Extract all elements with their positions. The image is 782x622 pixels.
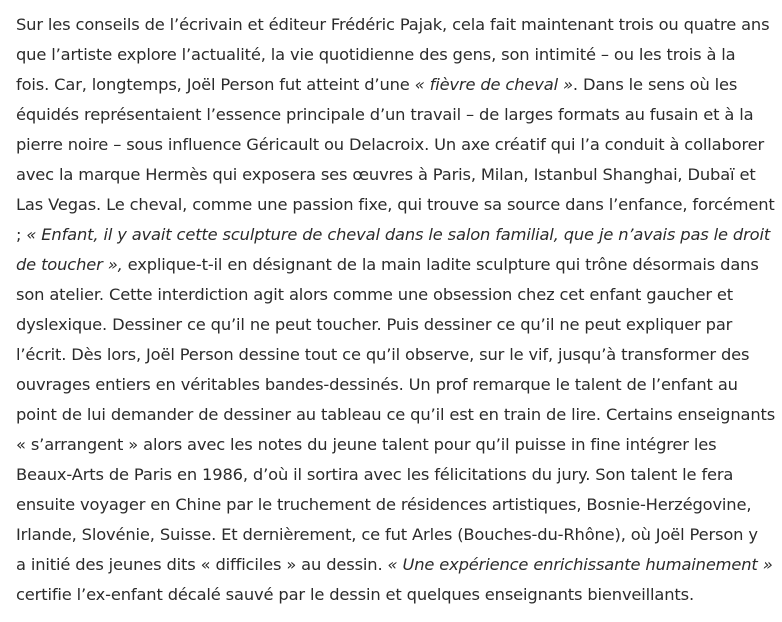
paragraph-line <box>16 580 776 610</box>
body-text: dyslexique. Dessiner ce qu’il ne peut toucher. Puis dessiner ce qu’il ne peut expliquer par <box>16 315 733 334</box>
paragraph-line <box>16 100 776 130</box>
quote-text: « Enfant, il y avait cette sculpture de cheval dans le salon familial, que je n’avais pas le droit <box>26 225 771 244</box>
body-text: « s’arrangent » alors avec les notes du jeune talent pour qu’il puisse in fine intégrer les <box>16 435 717 454</box>
paragraph-line <box>16 250 776 280</box>
paragraph-line <box>16 460 776 490</box>
body-text: certifie l’ex-enfant décalé sauvé par le dessin et quelques enseignants bienveillants. <box>16 585 695 604</box>
body-text: . Dans le sens où les <box>572 75 738 94</box>
body-text: que l’artiste explore l’actualité, la vie quotidienne des gens, son intimité – ou les trois à la <box>16 45 736 64</box>
body-text: a initié des jeunes dits « difficiles » au dessin. <box>16 555 388 574</box>
paragraph-line <box>16 40 776 70</box>
paragraph-line <box>16 130 776 160</box>
body-text: ouvrages entiers en véritables bandes-dessinés. Un prof remarque le talent de l’enfant au <box>16 375 738 394</box>
paragraph-line <box>16 490 776 520</box>
paragraph-line <box>16 370 776 400</box>
body-text: ensuite voyager en Chine par le truchement de résidences artistiques, Bosnie-Herzégovine, <box>16 495 752 514</box>
paragraph-line <box>16 160 776 190</box>
body-text: fois. Car, longtemps, Joël Person fut atteint d’une <box>16 75 415 94</box>
body-text: Sur les conseils de l’écrivain et éditeur Frédéric Pajak, cela fait maintenant trois ou quatre ans <box>16 15 770 34</box>
paragraph-line <box>16 190 776 220</box>
quote-text: « Une expérience enrichissante humainement » <box>387 555 773 574</box>
body-text: ; <box>16 225 27 244</box>
paragraph-line <box>16 430 776 460</box>
body-text: avec la marque Hermès qui exposera ses œuvres à Paris, Milan, Istanbul Shanghai, Dubaï et <box>16 165 756 184</box>
paragraph-line <box>16 550 776 580</box>
quote-text: de toucher », <box>16 255 123 274</box>
paragraph-line <box>16 310 776 340</box>
body-text: Las Vegas. Le cheval, comme une passion fixe, qui trouve sa source dans l’enfance, forcément <box>16 195 775 214</box>
paragraph-line <box>16 70 776 100</box>
body-text: point de lui demander de dessiner au tableau ce qu’il est en train de lire. Certains enseignants <box>16 405 776 424</box>
paragraph-line <box>16 220 776 250</box>
paragraph-line <box>16 520 776 550</box>
body-text: explique-t-il en désignant de la main ladite sculpture qui trône désormais dans <box>122 255 759 274</box>
body-text: son atelier. Cette interdiction agit alors comme une obsession chez cet enfant gaucher et <box>16 285 733 304</box>
body-text: l’écrit. Dès lors, Joël Person dessine tout ce qu’il observe, sur le vif, jusqu’à transformer des <box>16 345 750 364</box>
paragraph-line <box>16 10 776 40</box>
article-paragraph <box>16 10 776 610</box>
paragraph-line <box>16 400 776 430</box>
paragraph-line <box>16 280 776 310</box>
body-text: Irlande, Slovénie, Suisse. Et dernièrement, ce fut Arles (Bouches-du-Rhône), où Joël Person y <box>16 525 758 544</box>
quote-text: « fièvre de cheval » <box>414 75 573 94</box>
body-text: équidés représentaient l’essence principale d’un travail – de larges formats au fusain et à la <box>16 105 754 124</box>
body-text: Beaux-Arts de Paris en 1986, d’où il sortira avec les félicitations du jury. Son talent le fera <box>16 465 734 484</box>
body-text: pierre noire – sous influence Géricault ou Delacroix. Un axe créatif qui l’a conduit à collaborer <box>16 135 765 154</box>
paragraph-line <box>16 340 776 370</box>
